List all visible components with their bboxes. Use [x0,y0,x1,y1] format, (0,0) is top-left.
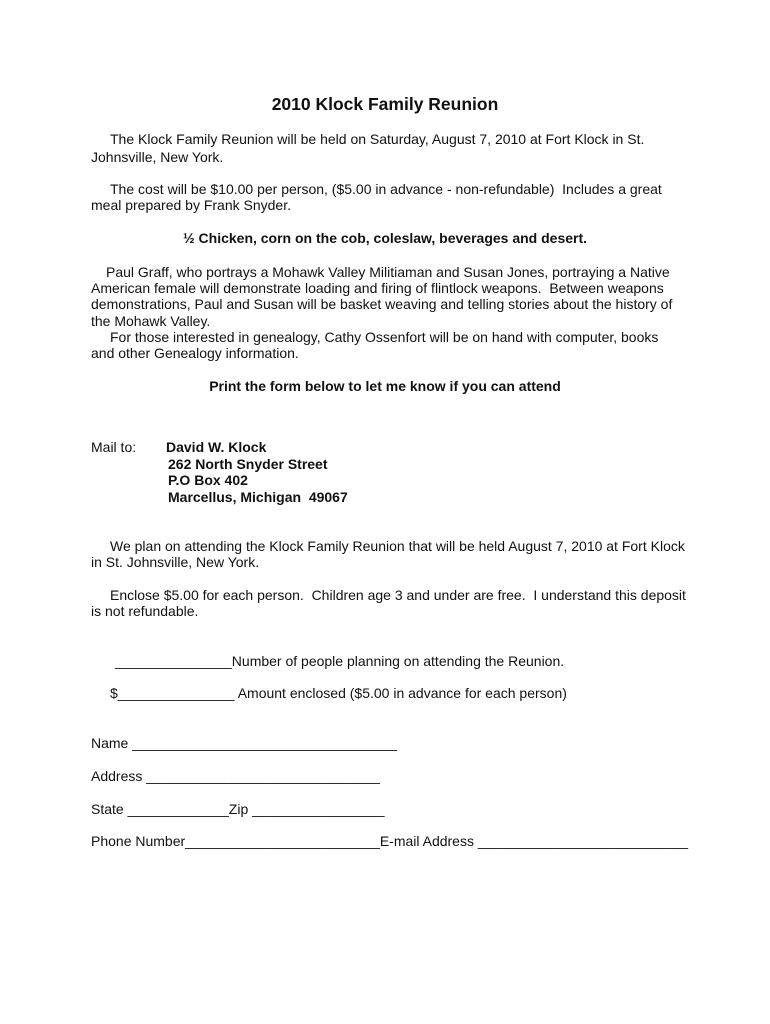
intro-line-1: The Klock Family Reunion will be held on Saturday, August 7, 2010 at Fort Klock in St. [110,131,645,147]
mail-city: Marcellus, Michigan 49067 [168,489,348,505]
enclose-line-2: is not refundable. [91,603,199,619]
activities-line-2: American female will demonstrate loading and firing of flintlock weapons. Between weapons [91,280,664,296]
activities-line-4: the Mohawk Valley. [91,313,211,329]
address-field[interactable]: Address ______________________________ [91,768,380,784]
intro-line-2: Johnsville, New York. [91,149,224,165]
name-field[interactable]: Name __________________________________ [91,735,397,751]
activities-line-6: and other Genealogy information. [91,345,299,361]
activities-line-5: For those interested in genealogy, Cathy Ossenfort will be on hand with computer, books [110,329,659,345]
plan-line-2: in St. Johnsville, New York. [91,554,260,570]
page-title: 2010 Klock Family Reunion [271,94,499,114]
mail-street: 262 North Snyder Street [168,456,328,472]
activities-line-3: demonstrations, Paul and Susan will be basket weaving and telling stories about the history of [91,296,673,312]
amount-enclosed-field[interactable]: $_______________ Amount enclosed ($5.00 in advance for each person) [110,685,567,701]
mail-po-box: P.O Box 402 [168,472,248,488]
state-zip-field[interactable]: State _____________Zip _________________ [91,801,385,817]
phone-email-field[interactable]: Phone Number_________________________E-mail Address ___________________________ [91,833,689,849]
mail-label: Mail to: [91,439,137,455]
cost-line-2: meal prepared by Frank Snyder. [91,197,291,213]
mail-name: David W. Klock [166,439,267,455]
cost-line-1: The cost will be $10.00 per person, ($5.00 in advance - non-refundable) Includes a great [110,181,662,197]
menu-line: ½ Chicken, corn on the cob, coleslaw, beverages and desert. [182,230,588,246]
activities-line-1: Paul Graff, who portrays a Mohawk Valley Militiaman and Susan Jones, portraying a Native [106,264,670,280]
people-count-field[interactable]: _______________Number of people planning on attending the Reunion. [115,653,565,669]
enclose-line-1: Enclose $5.00 for each person. Children age 3 and under are free. I understand this deposit [110,587,686,603]
print-note: Print the form below to let me know if you can attend [209,378,561,394]
plan-line-1: We plan on attending the Klock Family Reunion that will be held August 7, 2010 at Fort Klock [110,538,685,554]
